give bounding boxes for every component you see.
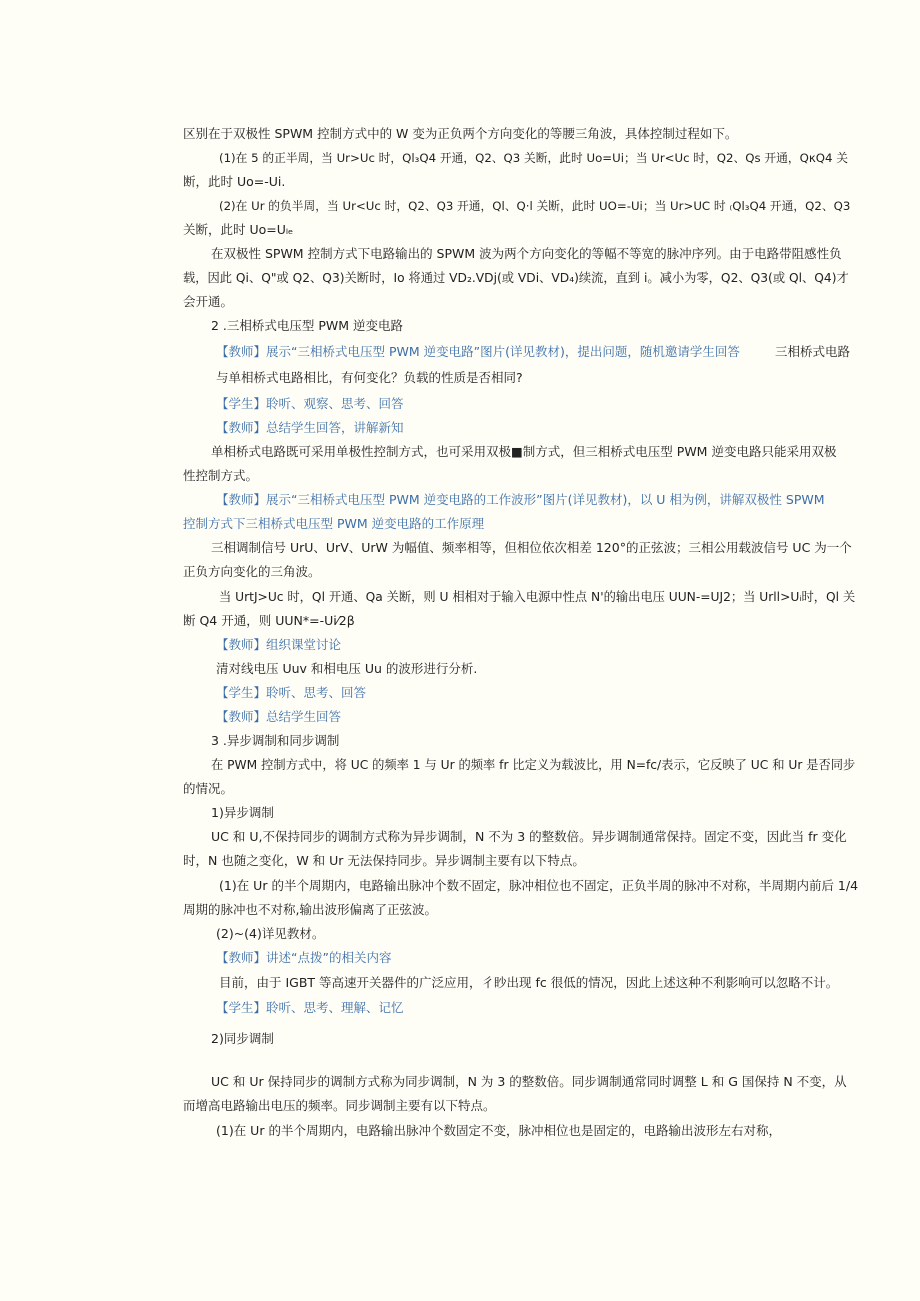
text-line: 与单相桥式电路相比，有何变化？负载的性质是否相同? bbox=[216, 370, 523, 385]
text-line: UC 和 Ur 保持同步的调制方式称为同步调制，N 为 3 的整数倍。同步调制通常同时调整 L 和 G 国保持 N 不变，从 bbox=[211, 1074, 847, 1089]
teacher-activity: 【教师】组织课堂讨论 bbox=[216, 637, 342, 652]
student-activity: 【学生】聆听、观察、思考、回答 bbox=[216, 396, 404, 411]
text-line: (1)在 Ur 的半个周期内，电路输出脉冲个数不固定，脉冲相位也不固定，正负半周的脉冲不对称，半周期内前后 1/4 bbox=[219, 878, 859, 893]
section-heading: 3 .异步调制和同步调制 bbox=[211, 733, 340, 748]
text-line: 三相调制信号 UrU、UrV、UrW 为幅值、频率相等，但相位依次相差 120°的正弦波；三相公用载波信号 UC 为一个 bbox=[211, 540, 852, 555]
text-line: 会开通。 bbox=[183, 294, 234, 309]
text-line: 清对线电压 Uuv 和相电压 Uu 的波形进行分析. bbox=[216, 661, 478, 676]
subsection-heading: 1)异步调制 bbox=[211, 805, 274, 820]
text-line: 断，此时 Uo=-Ui. bbox=[183, 174, 286, 189]
text-line: (1)在 5 的正半周，当 Ur>Uc 时，Ql₃Q4 开通，Q2、Q3 关断，此时 Uo=Ui；当 Ur<Uc 时，Q2、Qs 开通，QκQ4 关 bbox=[219, 151, 849, 165]
text-line: 时，N 也随之变化，W 和 Ur 无法保持同步。异步调制主要有以下特点。 bbox=[183, 853, 585, 868]
text-line: 当 UrtJ>Uc 时，Ql 开通、Qa 关断，则 U 相相对于输入电源中性点 N'的输出电压 UUN-=UJ2；当 Urll>Uᵢ时，Ql 关 bbox=[219, 590, 856, 604]
teacher-activity: 【教师】讲述“点拨”的相关内容 bbox=[216, 950, 392, 965]
text-line: (2)~(4)详见教材。 bbox=[216, 926, 325, 941]
text-line: 而增高电路输出电压的频率。同步调制主要有以下特点。 bbox=[183, 1098, 496, 1113]
text-line: 正负方向变化的三角波。 bbox=[183, 564, 321, 579]
text-line: 周期的脉冲也不对称,输出波形偏离了正弦波。 bbox=[183, 902, 437, 917]
text-line: 性控制方式。 bbox=[183, 468, 259, 483]
text-line: 目前，由于 IGBT 等高速开关器件的广泛应用，彳眇出现 fc 很低的情况，因此上述这种不利影响可以忽略不计。 bbox=[219, 975, 839, 990]
teacher-activity: 【教师】展示“三相桥式电压型 PWM 逆变电路”图片(详见教材)，提出问题，随机邀请学生回答 bbox=[216, 344, 740, 359]
teacher-activity: 【教师】展示“三相桥式电压型 PWM 逆变电路的工作波形”图片(详见教材)，以 U 相为例，讲解双极性 SPWM bbox=[216, 492, 825, 507]
text-line: (1)在 Ur 的半个周期内，电路输出脉冲个数固定不变，脉冲相位也是固定的，电路输出波形左右对称， bbox=[216, 1123, 781, 1138]
text-line: 的情况。 bbox=[183, 781, 234, 796]
text-line: 断 Q4 开通，则 UUN*=-Ui⁄2β bbox=[183, 613, 355, 628]
text-line: 在 PWM 控制方式中，将 UC 的频率 1 与 Ur 的频率 fr 比定义为载波比，用 N=fc/表示，它反映了 UC 和 Ur 是否同步 bbox=[211, 758, 856, 772]
section-heading: 2 .三相桥式电压型 PWM 逆变电路 bbox=[211, 318, 404, 333]
text-line: 区别在于双极性 SPWM 控制方式中的 W 变为正负两个方向变化的等腰三角波，具体控制过程如下。 bbox=[183, 126, 738, 141]
text-line: UC 和 U,不保持同步的调制方式称为异步调制，N 不为 3 的整数倍。异步调制通常保持。固定不变，因此当 fr 变化 bbox=[211, 829, 847, 844]
student-activity: 【学生】聆听、思考、回答 bbox=[216, 685, 367, 700]
teacher-activity: 【教师】总结学生回答，讲解新知 bbox=[216, 420, 404, 435]
text-line: 单相桥式电路既可采用单极性控制方式，也可采用双极■制方式，但三相桥式电压型 PWM 逆变电路只能采用双极 bbox=[211, 444, 837, 459]
student-activity: 【学生】聆听、思考、理解、记忆 bbox=[216, 1000, 404, 1015]
text-line: 在双极性 SPWM 控制方式下电路输出的 SPWM 波为两个方向变化的等幅不等宽的脉冲序列。由于电路带阻感性负 bbox=[211, 246, 842, 261]
text-line: 三相桥式电路 bbox=[775, 344, 851, 359]
teacher-activity: 【教师】总结学生回答 bbox=[216, 709, 342, 724]
teacher-activity: 控制方式下三相桥式电压型 PWM 逆变电路的工作原理 bbox=[183, 516, 485, 531]
text-line: 载，因此 Qi、Q"或 Q2、Q3)关断时，Io 将通过 VD₂.VDj(或 VDi、VD₄)续流，直到 i。减小为零，Q2、Q3(或 Ql、Q4)才 bbox=[183, 271, 849, 285]
subsection-heading: 2)同步调制 bbox=[211, 1031, 274, 1046]
text-line: (2)在 Ur 的负半周，当 Ur<Uc 时，Q2、Q3 开通，Ql、Q·l 关断，此时 UO=-Ui；当 Ur>UC 时 ₍Ql₃Q4 开通，Q2、Q3 bbox=[219, 199, 851, 213]
text-line: 关断，此时 Uo=Uₗₑ bbox=[183, 222, 294, 237]
